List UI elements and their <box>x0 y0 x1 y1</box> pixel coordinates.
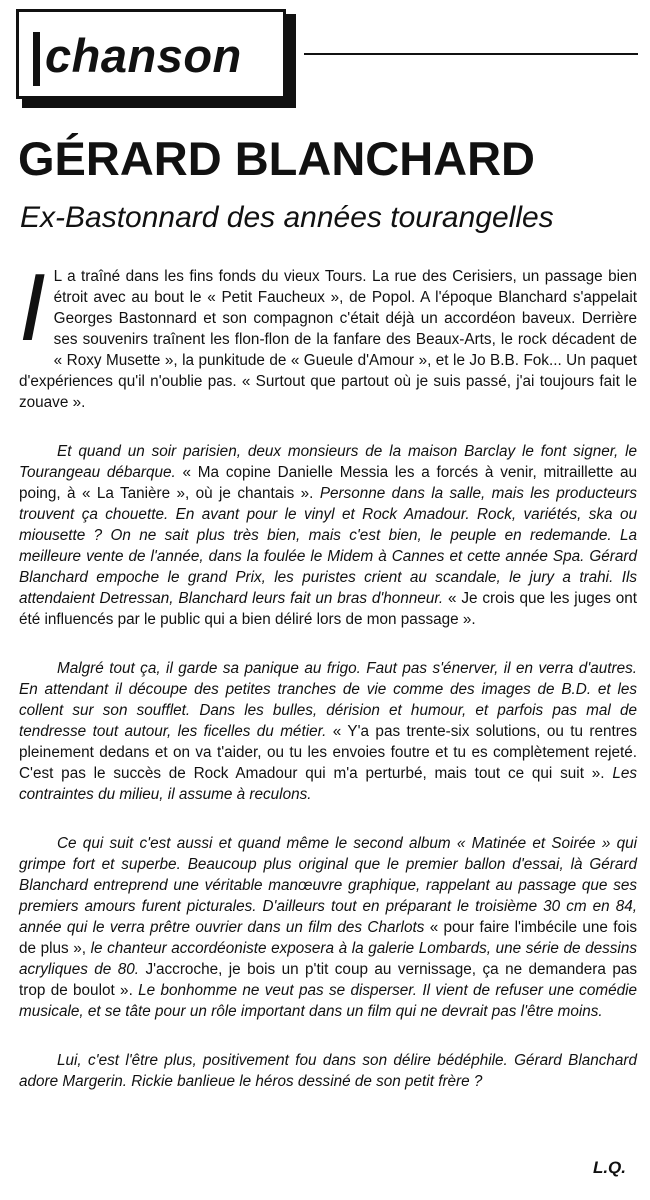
article-body <box>19 254 638 1092</box>
paragraph-2-part-c: Personne dans la salle, mais les producteurs trouvent ça chouette. En avant pour le vinyl et Rock Amadour. Rock, variétés, ska ou miousette ? On ne sait plus très bien, mais c'est bien, le peuple en redemande. La meilleure vente de l'année, dans la foulée le Midem à Cannes et cette année Spa. Gérard Blanchard empoche le grand Prix, les puristes crient au scandale, le jury a trahi. Ils attendaient Detressan, Blanchard leurs fait un bras d'honneur. <box>19 485 637 607</box>
paragraph-2-quote-b: « Je crois que les juges ont été influencés par le public qui a bien déliré lors de mon passage ». <box>19 590 637 628</box>
paragraph-5: Lui, c'est l'être plus, positivement fou dans son délire bédéphile. Gérard Blanchard adore Margerin. Rickie banlieue le héros dessiné de son petit frère ? <box>19 1052 637 1090</box>
paragraph-3-quote: « Y'a pas trente-six solutions, ou tu rentres pleinement dedans et on va t'aider, ou tu les envoies foutre et tu es complètement rejeté. C'est pas le succès de Rock Amadour qui m'a perturbé, mais tout ce qui suit ». <box>19 723 637 782</box>
paragraph-4-part-a: Ce qui suit c'est aussi et quand même le second album « Matinée et Soirée » qui grimpe fort et superbe. Beaucoup plus original que le premier ballon d'essai, là Gérard Blanchard entreprend une véritable manœuvre graphique, rappelant au passage que ses premiers amours furent picturales. D'ailleurs tout en préparant le troisième 30 cm en 84, année qui le verra prêtre ouvrier dans un film des Charlots <box>19 835 637 936</box>
paragraph-3 <box>19 658 637 805</box>
header-rule <box>304 53 638 55</box>
section-tag <box>16 9 286 99</box>
article-title: GÉRARD BLANCHARD <box>18 132 535 185</box>
paragraph-1 <box>19 254 637 413</box>
paragraph-4-part-e: Le bonhomme ne veut pas se disperser. Il vient de refuser une comédie musicale, et se tâte pour un rôle important dans un film qui ne devrait pas l'être moins. <box>19 982 637 1020</box>
paragraph-3-part-a: Malgré tout ça, il garde sa panique au frigo. Faut pas s'énerver, il en verra d'autres. En attendant il découpe des petites tranches de vie comme des images de B.D. et les collent sur son soufflet. Dans les bulles, dérision et humour, et parfois pas mal de tendresse tout autour, les ficelles du métier. <box>19 660 637 740</box>
paragraph-4-quote-a: « pour faire l'imbécile une fois de plus », <box>19 919 637 957</box>
paragraph-4 <box>19 833 637 1022</box>
paragraph-4-part-c: le chanteur accordéoniste exposera à la galerie Lombards, une série de dessins acryliques de 80. <box>19 940 637 978</box>
section-tag-bar <box>33 32 40 86</box>
section-label: chanson <box>45 29 242 82</box>
paragraph-1-text: L a traîné dans les fins fonds du vieux Tours. La rue des Cerisiers, un passage bien étroit avec au bout le « Petit Faucheux », de Popol. A l'époque Blanchard s'appelait Georges Bastonnard et son compagnon c'était déjà un accordéon baveux. Derrière ses souvenirs traînent les flon-flon de la fanfare des Beaux-Arts, le rock décadent de « Roxy Musette », la punkitude de « Gueule d'Amour », et le Jo B.B. Fok... Un paquet d'expériences qu'il n'oublie pas. « Surtout que partout où je suis passé, j'ai toujours fait le zouave ». <box>19 268 637 411</box>
paragraph-4-quote-b: J'accroche, je bois un p'tit coup au vernissage, ça ne demandera pas trop de boulot ». <box>19 961 637 999</box>
paragraph-3-part-c: Les contraintes du milieu, il assume à reculons. <box>19 765 637 803</box>
drop-cap: I <box>19 254 46 361</box>
paragraph-2-part-a: Et quand un soir parisien, deux monsieurs de la maison Barclay le font signer, le Tourangeau débarque. <box>19 443 637 481</box>
article-subtitle: Ex-Bastonnard des années tourangelles <box>20 201 554 234</box>
paragraph-2 <box>19 441 637 630</box>
author-signature: L.Q. <box>592 1158 626 1177</box>
paragraph-2-quote-a: « Ma copine Danielle Messia les a forcés à venir, mitraillette au poing, à « La Tanière », où je chantais ». <box>19 464 638 502</box>
